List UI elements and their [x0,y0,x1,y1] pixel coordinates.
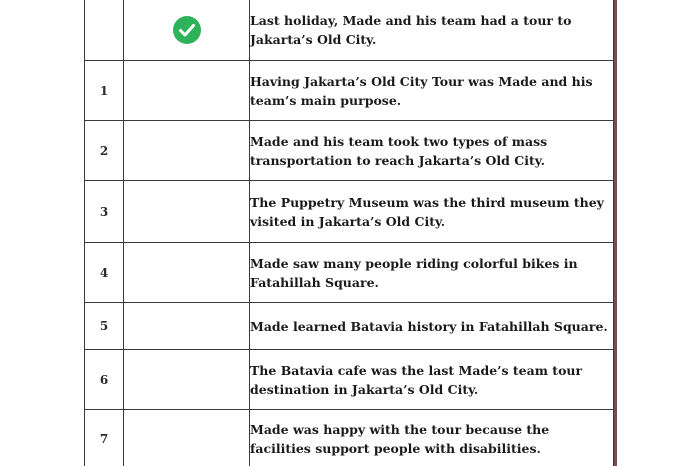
row-number: 2 [85,121,124,181]
answer-cell[interactable] [124,243,250,303]
row-number: 6 [85,350,124,410]
row-number: 5 [85,303,124,350]
answer-cell[interactable] [124,0,250,61]
table-row [85,121,614,181]
statement-text: The Batavia cafe was the last Made’s team tour destination in Jakarta’s Old City. [250,350,614,410]
answer-cell[interactable] [124,303,250,350]
answer-cell[interactable] [124,350,250,410]
answer-cell[interactable] [124,410,250,466]
row-number: 7 [85,410,124,466]
statement-text: Made learned Batavia history in Fatahillah Square. [250,303,614,350]
statement-text: Having Jakarta’s Old City Tour was Made and his team’s main purpose. [250,61,614,121]
statement-text: Made was happy with the tour because the facilities support people with disabilities. [250,410,614,466]
row-number: 4 [85,243,124,303]
true-false-table [84,0,614,466]
statement-text: Made and his team took two types of mass transportation to reach Jakarta’s Old City. [250,121,614,181]
page-edge-rule [614,0,617,466]
row-number: 3 [85,181,124,243]
answer-cell[interactable] [124,181,250,243]
table-row-example [85,0,614,61]
row-number: 1 [85,61,124,121]
check-circle-icon [172,15,202,45]
table-row [85,303,614,350]
table-row [85,243,614,303]
statement-text: Last holiday, Made and his team had a tour to Jakarta’s Old City. [250,0,614,61]
statement-text: The Puppetry Museum was the third museum they visited in Jakarta’s Old City. [250,181,614,243]
statement-text: Made saw many people riding colorful bikes in Fatahillah Square. [250,243,614,303]
table-row [85,61,614,121]
answer-cell[interactable] [124,61,250,121]
row-number [85,0,124,61]
table-row [85,181,614,243]
table-row [85,350,614,410]
table-row [85,410,614,466]
answer-cell[interactable] [124,121,250,181]
